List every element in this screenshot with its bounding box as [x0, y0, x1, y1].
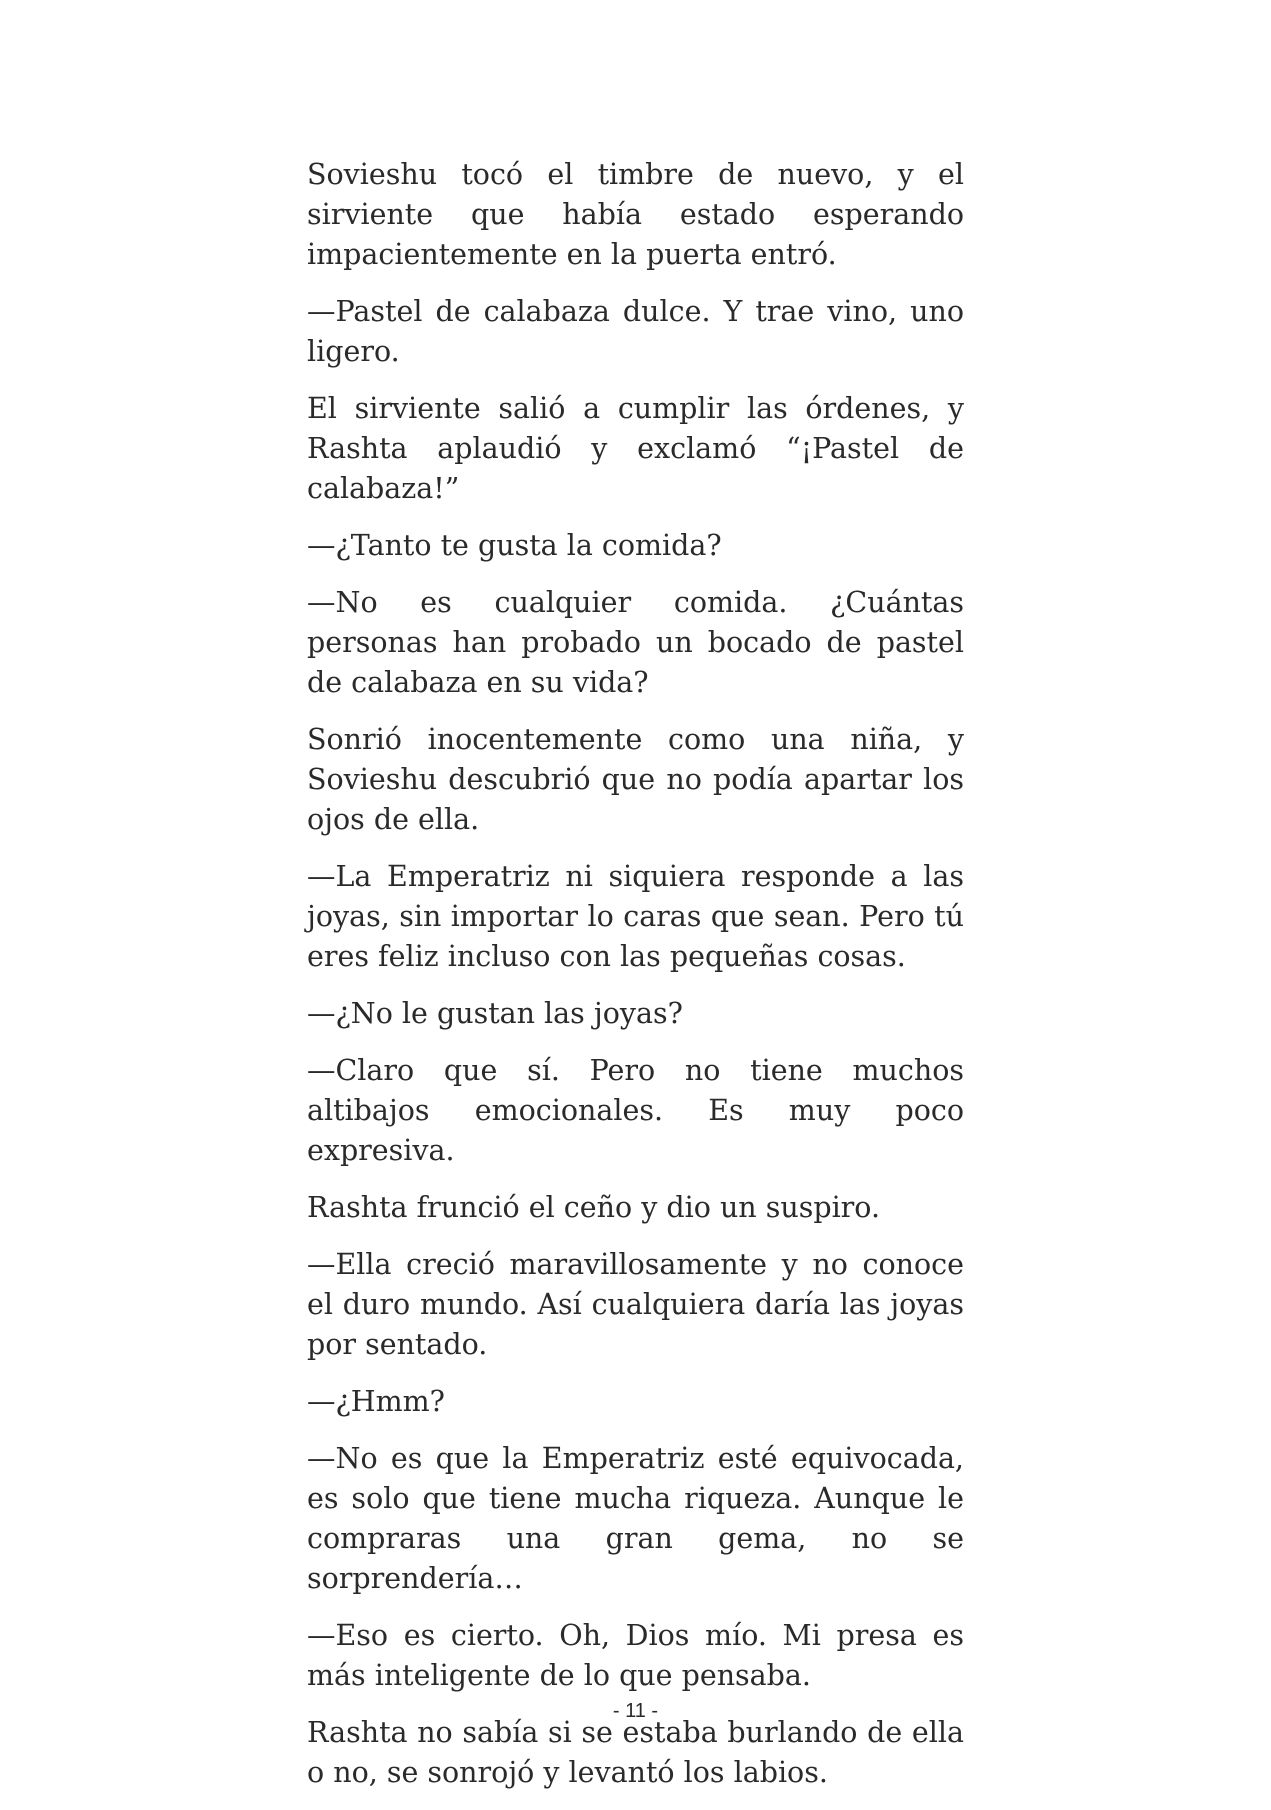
paragraph-6: Sonrió inocentemente como una niña, y Sovieshu descubrió que no podía apartar los ojos de ella.: [307, 723, 964, 836]
paragraph-11: —Ella creció maravillosamente y no conoce el duro mundo. Así cualquiera daría las joyas por sentado.: [307, 1248, 964, 1361]
paragraph-12: —¿Hmm?: [307, 1385, 445, 1418]
paragraph-2: —Pastel de calabaza dulce. Y trae vino, uno ligero.: [307, 295, 964, 368]
paragraph-7: —La Emperatriz ni siquiera responde a las joyas, sin importar lo caras que sean. Pero tú eres feliz incluso con las pequeñas cosas.: [307, 860, 964, 973]
paragraph-5: —No es cualquier comida. ¿Cuántas personas han probado un bocado de pastel de calabaza en su vida?: [307, 586, 964, 699]
paragraph-14: —Eso es cierto. Oh, Dios mío. Mi presa es más inteligente de lo que pensaba.: [307, 1619, 964, 1692]
paragraph-15: Rashta no sabía si se estaba burlando de ella o no, se sonrojó y levantó los labios.: [307, 1716, 964, 1789]
paragraph-3: El sirviente salió a cumplir las órdenes, y Rashta aplaudió y exclamó “¡Pastel de calabaza!”: [307, 392, 964, 505]
page-number: - 11 -: [612, 1700, 659, 1722]
body-text: [307, 155, 964, 1810]
paragraph-8: —¿No le gustan las joyas?: [307, 997, 683, 1030]
paragraph-13: —No es que la Emperatriz esté equivocada, es solo que tiene mucha riqueza. Aunque le compraras una gran gema, no se sorprendería…: [307, 1442, 964, 1595]
paragraph-9: —Claro que sí. Pero no tiene muchos altibajos emocionales. Es muy poco expresiva.: [307, 1054, 964, 1167]
paragraph-10: Rashta frunció el ceño y dio un suspiro.: [307, 1191, 881, 1224]
paragraph-4: —¿Tanto te gusta la comida?: [307, 529, 722, 562]
paragraph-1: Sovieshu tocó el timbre de nuevo, y el sirviente que había estado esperando impacientemente en la puerta entró.: [307, 158, 964, 271]
